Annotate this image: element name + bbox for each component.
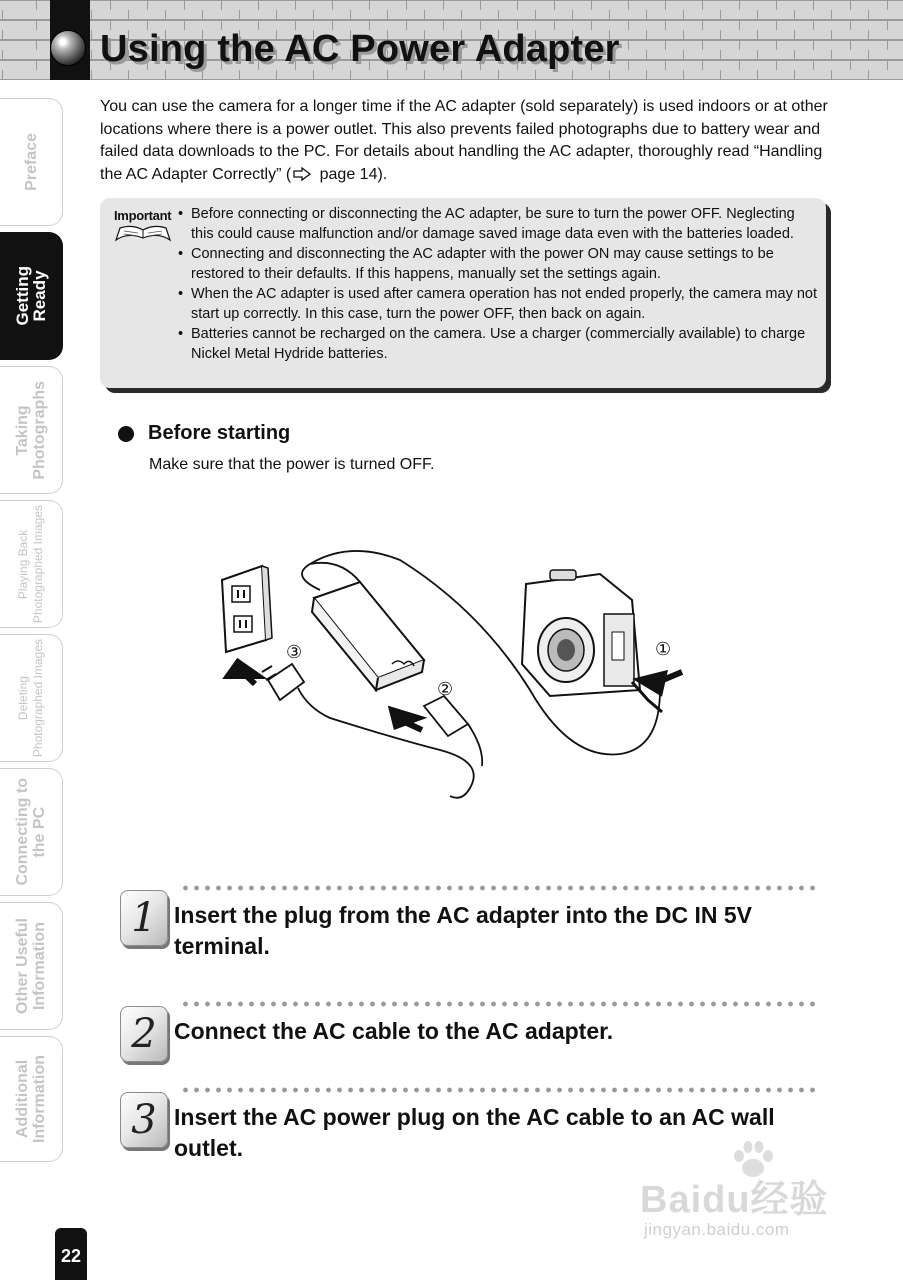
- before-starting-title: Before starting: [148, 422, 291, 444]
- dotted-divider: [180, 1000, 820, 1008]
- intro-paragraph: [100, 96, 830, 186]
- wall-outlet-icon: [222, 566, 272, 652]
- sidebar-tab-taking-photographs[interactable]: [0, 366, 63, 494]
- callout-label: ③: [286, 642, 303, 663]
- heading-bullet-icon: [118, 426, 134, 442]
- open-book-icon: [114, 222, 172, 246]
- page-title: Using the AC Power Adapter: [100, 28, 620, 70]
- sidebar-tab-other-useful[interactable]: [0, 902, 63, 1030]
- title-bullet-icon: [50, 30, 86, 66]
- step-number-badge: 1: [120, 890, 168, 946]
- before-starting-text: Make sure that the power is turned OFF.: [149, 456, 435, 473]
- baidu-watermark: [640, 1140, 860, 1250]
- sidebar-tab-getting-ready[interactable]: [0, 232, 63, 360]
- dotted-divider: [180, 884, 820, 892]
- before-starting-heading: [118, 422, 290, 445]
- sidebar-tab-label: Other Useful Information: [14, 917, 48, 1014]
- important-notice-box: [100, 198, 826, 388]
- sidebar-tab-label: Getting Ready: [13, 266, 49, 326]
- ac-adapter-icon: [302, 563, 424, 690]
- insert-arrow-icon: [392, 710, 422, 730]
- sidebar-tab-label: Additional Information: [14, 1055, 48, 1143]
- important-item: • Batteries cannot be recharged on the camera. Use a charger (commercially available) to charge Nickel Metal Hydride batteries.: [178, 324, 818, 364]
- page-reference-arrow-icon: [293, 167, 311, 181]
- step-number-badge: 3: [120, 1092, 168, 1148]
- intro-reference-text[interactable]: page 14).: [315, 165, 388, 183]
- sidebar-tab-label: Deleting Photographed Images: [16, 638, 45, 758]
- intro-text: You can use the camera for a longer time if the AC adapter (sold separately) is used indoors or at other locations where there is a power outlet. This also prevents failed photographs due to battery wear and failed data downloads to the PC. For details about handling the AC adapter, thoroughly read “Handling the AC Adapter Correctly” (: [100, 98, 828, 183]
- important-list: [178, 204, 818, 364]
- sidebar-tab-label: Taking Photographs: [14, 380, 48, 480]
- insert-arrow-icon: [228, 662, 258, 684]
- important-label: Important: [114, 208, 172, 223]
- important-item: • Before connecting or disconnecting the AC adapter, be sure to turn the power OFF. Neglecting this could cause malfunction and/or damage saved image data even with the batteries loaded.: [178, 204, 818, 244]
- step-instruction: Insert the AC power plug on the AC cable to an AC wall outlet.: [174, 1104, 775, 1161]
- step-2: [118, 1000, 838, 1070]
- watermark-brand: Baidu经验: [640, 1179, 829, 1221]
- sidebar-tab-additional[interactable]: [0, 1036, 63, 1162]
- step-instruction: Connect the AC cable to the AC adapter.: [174, 1018, 614, 1044]
- watermark-site: jingyan.baidu.com: [644, 1220, 790, 1239]
- sidebar-tab-playing-back[interactable]: [0, 500, 63, 628]
- insert-arrow-icon: [640, 672, 682, 692]
- dotted-divider: [180, 1086, 820, 1094]
- page-number: 22: [55, 1228, 87, 1280]
- important-item: • Connecting and disconnecting the AC adapter with the power ON may cause settings to be restored to their defaults. If this happens, manually set the settings again.: [178, 244, 818, 284]
- sidebar-tab-preface[interactable]: [0, 98, 63, 226]
- sidebar-tab-deleting[interactable]: [0, 634, 63, 762]
- callout-label: ②: [437, 679, 454, 700]
- step-number-badge: 2: [120, 1006, 168, 1062]
- sidebar-tab-label: Connecting to the PC: [14, 778, 48, 886]
- ac-cable-plug-icon: [424, 696, 482, 766]
- important-item: • When the AC adapter is used after camera operation has not ended properly, the camera may not start up correctly. In this case, turn the power OFF, then back on again.: [178, 284, 818, 324]
- ac-adapter-connection-illustration: [200, 540, 700, 810]
- camera-icon: [522, 570, 662, 712]
- step-1: [118, 884, 838, 974]
- step-instruction: Insert the plug from the AC adapter into the DC IN 5V terminal.: [174, 902, 753, 959]
- callout-label: ①: [655, 639, 672, 660]
- sidebar-tab-connecting-pc[interactable]: [0, 768, 63, 896]
- sidebar-tab-label: Preface: [22, 133, 40, 191]
- sidebar-tab-label: Playing Back Photographed Images: [16, 504, 45, 624]
